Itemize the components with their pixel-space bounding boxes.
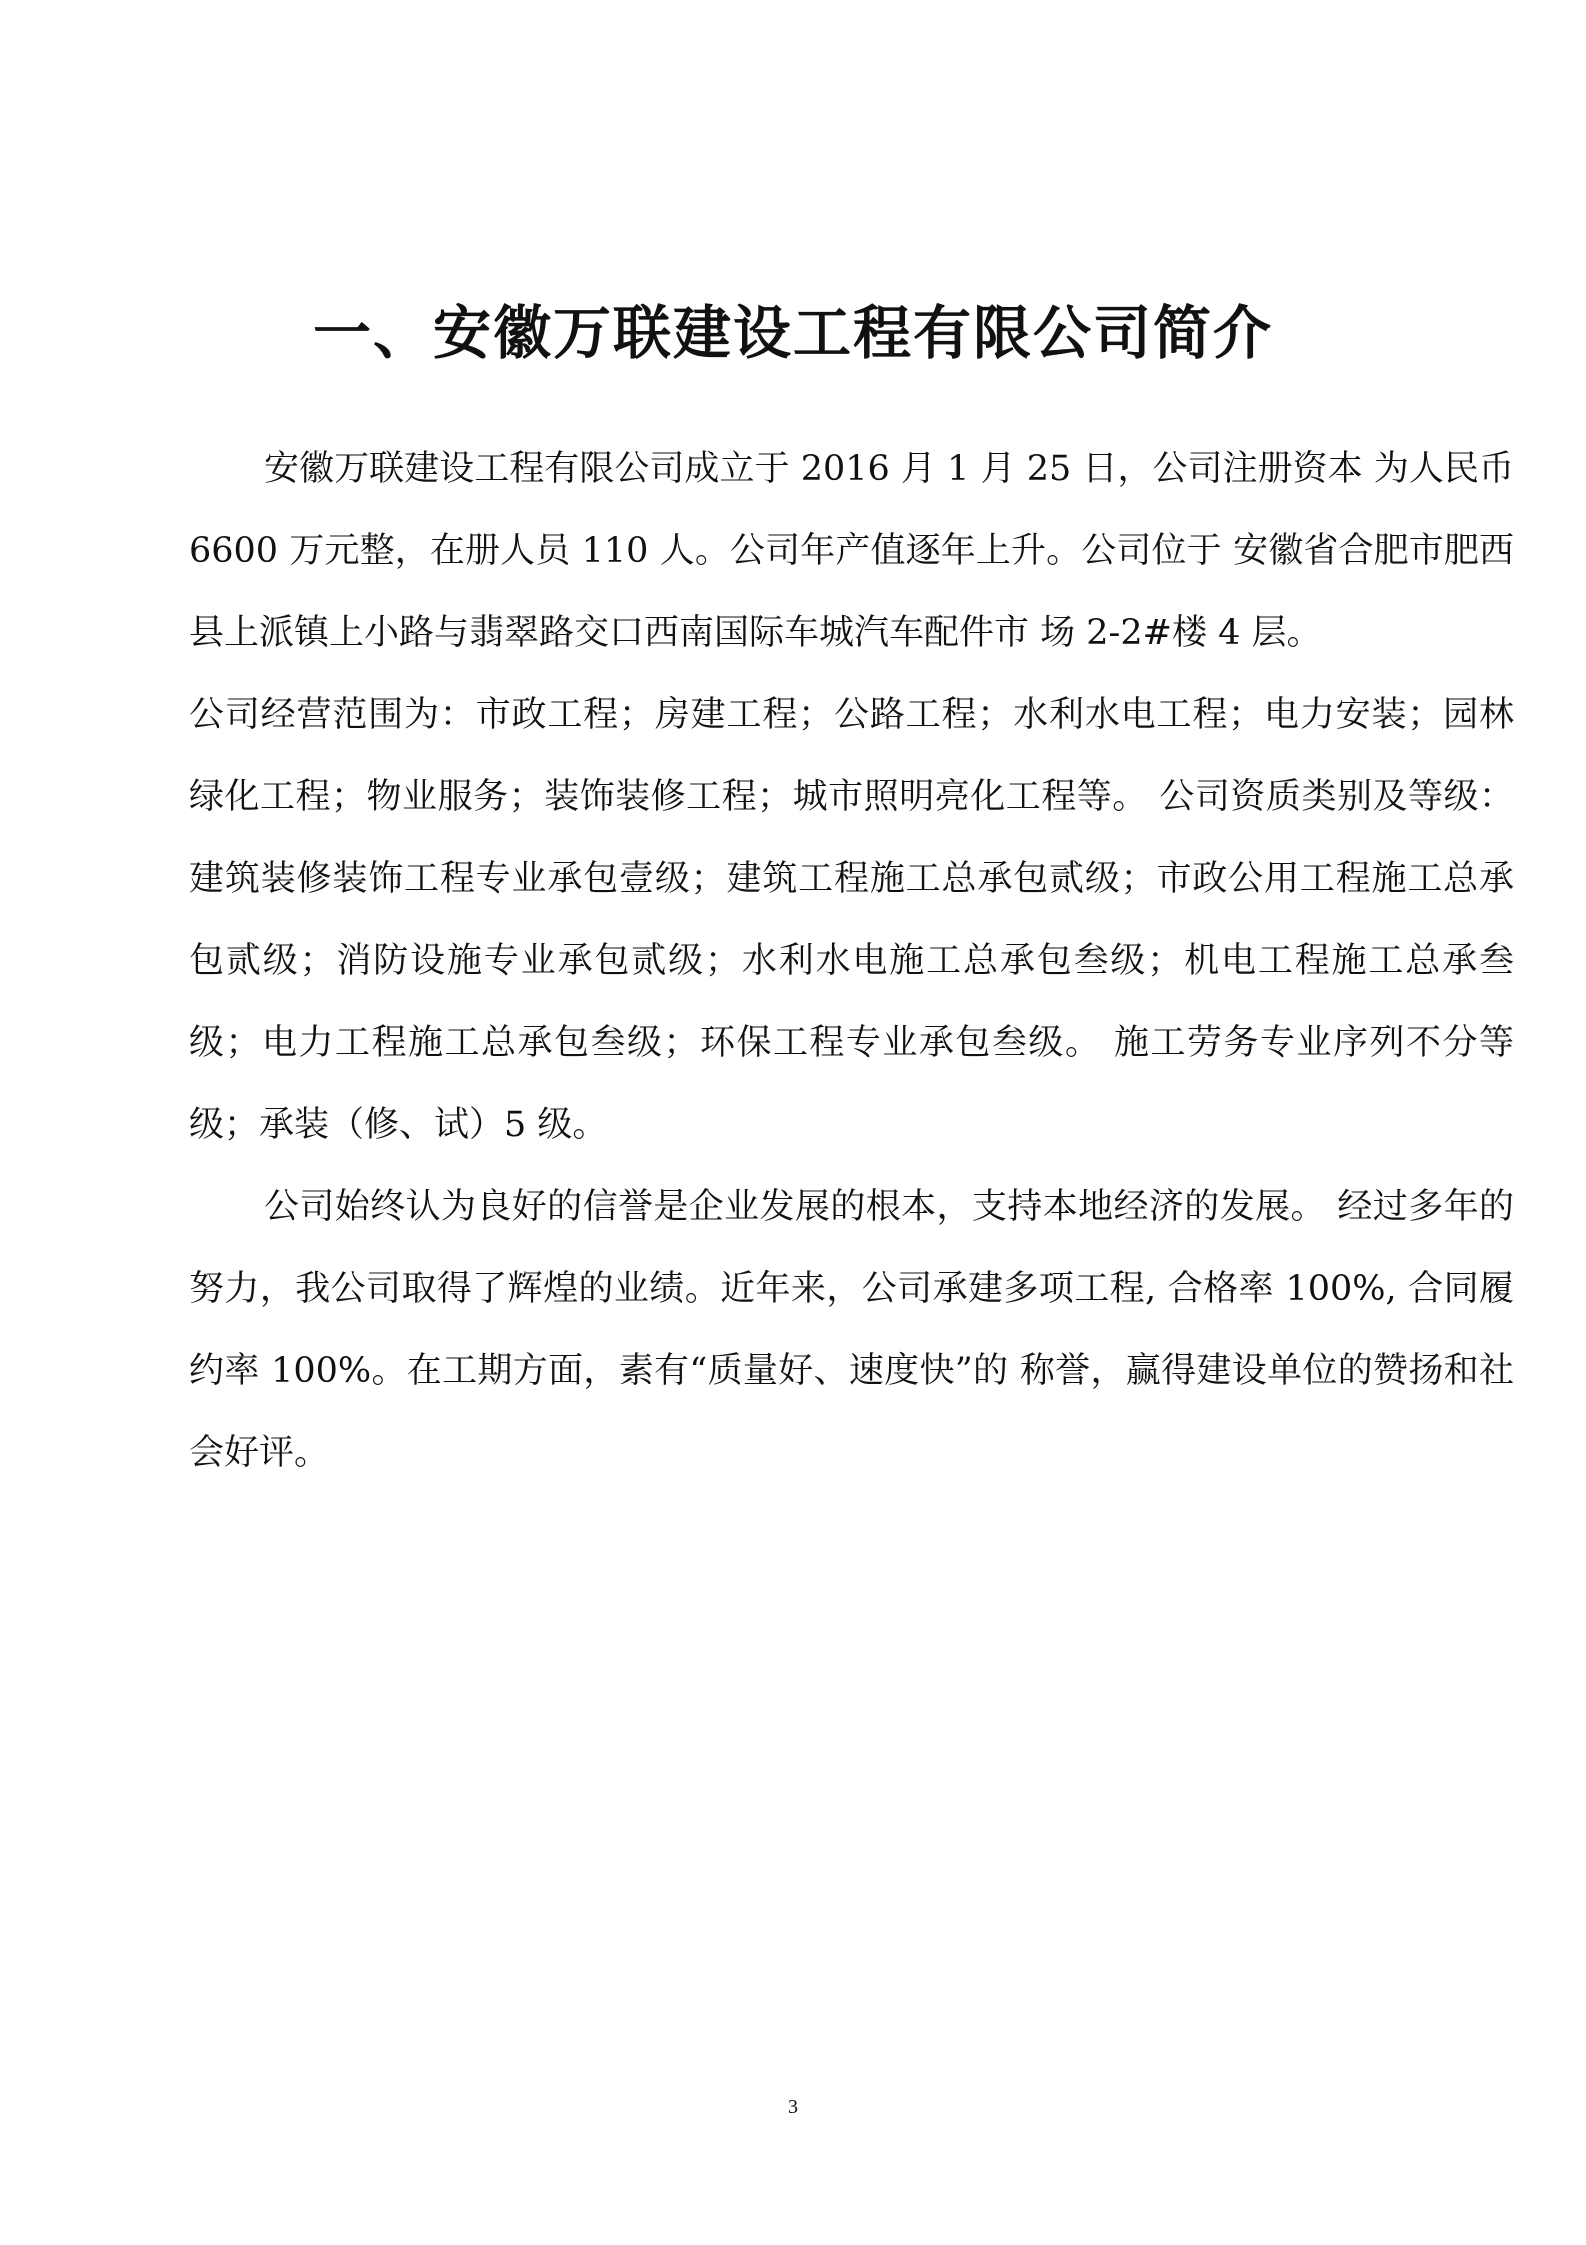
page-number: 3 <box>788 2096 798 2118</box>
paragraph-reputation: 公司始终认为良好的信誉是企业发展的根本，支持本地经济的发展。 经过多年的努力，我公司取得了辉煌的业绩。近年来，公司承建多项工程, 合格率 100%, 合同履约率 100%。在工期方面，素有“质量好、速度快”的 称誉，赢得建设单位的赞扬和社会好评。 <box>189 1187 1514 1473</box>
paragraph-business-scope: 公司经营范围为：市政工程；房建工程；公路工程；水利水电工程；电力安装；园林绿化工程；物业服务；装饰装修工程；城市照明亮化工程等。 公司资质类别及等级：建筑装修装饰工程专业承包壹级；建筑工程施工总承包贰级；市政公用工程施工总承包贰级；消防设施专业承包贰级；水利水电施工总承包叁级；机电工程施工总承叁级；电力工程施工总承包叁级；环保工程专业承包叁级。 施工劳务专业序列不分等级；承装（修、试）5 级。 <box>189 695 1514 1145</box>
page-title: 一、安徽万联建设工程有限公司简介 <box>312 299 1273 367</box>
paragraph-company-overview: 安徽万联建设工程有限公司成立于 2016 月 1 月 25 日，公司注册资本 为人民币 6600 万元整，在册人员 110 人。公司年产值逐年上升。公司位于 安徽省合肥市肥西县上派镇上小路与翡翠路交口西南国际车城汽车配件市 场 2-2#楼 4 层。 <box>189 449 1514 653</box>
document-body <box>189 428 1514 1494</box>
